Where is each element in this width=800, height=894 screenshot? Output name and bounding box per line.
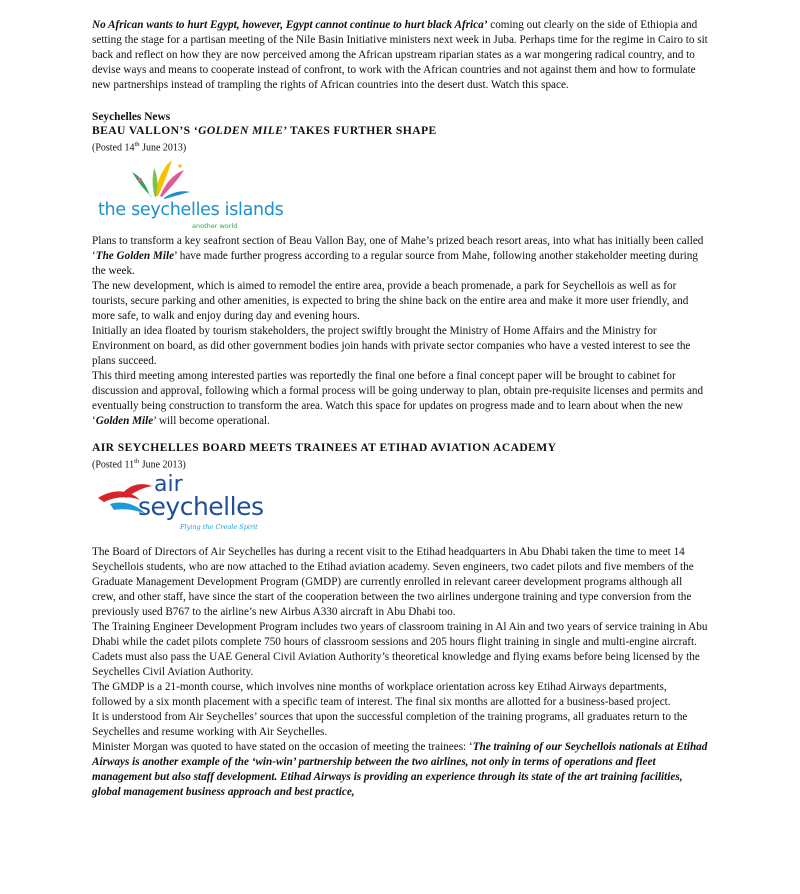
article1-paragraph-2: The new development, which is aimed to remodel the entire area, provide a beach promenade, a park for Seychellois as well as for tourists, secure parking and other amenities, is expected to bring the shine back on the entire area and make it more user friendly, and more safe, to walk and enjoy during day and evening hours. — [92, 280, 689, 323]
article2-posted-date: (Posted 11th June 2013) — [92, 458, 186, 471]
intro-text: coming out clearly on the side of Ethiopia and setting the stage for a partisan meeting of the Nile Basin Initiative ministers next week in Juba. Perhaps time for the regime in Cairo to sit back and reflect on how they are now perceived among the African upstream riparian states as a war mongering radical country, and to devise ways and means to cooperate instead of confront, to work with the African countries and not against them and how to formulate new partnerships instead of trampling the rights of African countries into the desert dust. Watch this space. — [92, 19, 708, 91]
air-logo-line2: seychelles — [138, 491, 264, 521]
article2-paragraph-5: Minister Morgan was quoted to have stated on the occasion of meeting the trainees: ‘The training of our Seychellois nationals at Etihad Airways is another example of the ‘win-win’ partnership between the two airlines, not only in terms of operations and fleet management but also staff development. Etihad Airways is providing an experience through its state of the art training facilities, global management business approach and best practice, — [92, 740, 708, 798]
article2-paragraph-1: The Board of Directors of Air Seychelles has during a recent visit to the Etihad headquarters in Abu Dhabi taken the time to meet 14 Seychellois students, who are now attached to the Etihad aviation academy. Seven engineers, two cadet pilots and five members of the Graduate Management Development Program (GMDP) are currently enrolled in relevant career development programs although all crew, and other staff, have since the start of the cooperation between the two airlines undergone training and type conversion from the previously used B767 to the airline’s new Airbus A330 aircraft in Abu Dhabi too. — [92, 545, 694, 618]
document-page — [92, 18, 708, 800]
article2-paragraph-4: It is understood from Air Seychelles’ sources that upon the successful completion of the training programs, all graduates return to the Seychelles and resume working with Air Seychelles. — [92, 710, 688, 738]
section-label: Seychelles News — [92, 111, 171, 123]
air-logo-tagline: Flying the Creole Spirit — [180, 522, 258, 531]
intro-paragraph — [92, 18, 708, 93]
seychelles-logo-text: the seychelles islands — [98, 200, 284, 221]
seychelles-logo-tagline: another world — [192, 222, 238, 231]
intro-quote: No African wants to hurt Egypt, however, Egypt cannot continue to hurt black Africa’ — [92, 19, 488, 31]
article1-paragraph-4: This third meeting among interested parties was reportedly the final one before a final concept paper will be brought to cabinet for discussion and approval, following which a formal process will be going underway to plan, obtain pre-requisite licenses and permits and eventually being construction to transform the area. Watch this space for updates on progress made and to learn about when the new ‘Golden Mile’ will become operational. — [92, 370, 704, 428]
article1-posted-date: (Posted 14th June 2013) — [92, 141, 187, 154]
article2-title: AIR SEYCHELLES BOARD MEETS TRAINEES AT ETIHAD AVIATION ACADEMY — [92, 441, 557, 455]
seychelles-islands-logo — [92, 156, 284, 234]
air-logo-line1: air — [154, 471, 183, 497]
article1-paragraph-3: Initially an idea floated by tourism stakeholders, the project swiftly brought the Ministry of Home Affairs and the Ministry for Environment on board, as did other government bodies join hands with private sector companies who have a vested interest to see the plans succeed. — [92, 325, 691, 368]
article2-paragraph-3: The GMDP is a 21-month course, which involves nine months of workplace orientation across key Etihad Airways departments, followed by a six month placement with a specific team of interest. The final six months are allotted for a business-based project. — [92, 680, 671, 708]
article1-title: BEAU VALLON’S ‘GOLDEN MILE’ TAKES FURTHER SHAPE — [92, 124, 437, 137]
article2-paragraph-2: The Training Engineer Development Program includes two years of classroom training in Al Ain and two years of service training in Abu Dhabi while the cadet pilots complete 750 hours of classroom sessions and 205 hours flight training in single and multi-engine aircraft. Cadets must also pass the UAE General Civil Aviation Authority’s theoretical knowledge and flying exams before being licensed by the Seychelles Civil Aviation Authority. — [92, 620, 708, 678]
article1-paragraph-1: Plans to transform a key seafront section of Beau Vallon Bay, one of Mahe’s prized beach resort areas, into what has initially been called ‘The Golden Mile’ have made further progress according to a regular source from Mahe, following another stakeholder meeting during the week. — [92, 235, 704, 278]
air-seychelles-logo — [92, 471, 282, 536]
